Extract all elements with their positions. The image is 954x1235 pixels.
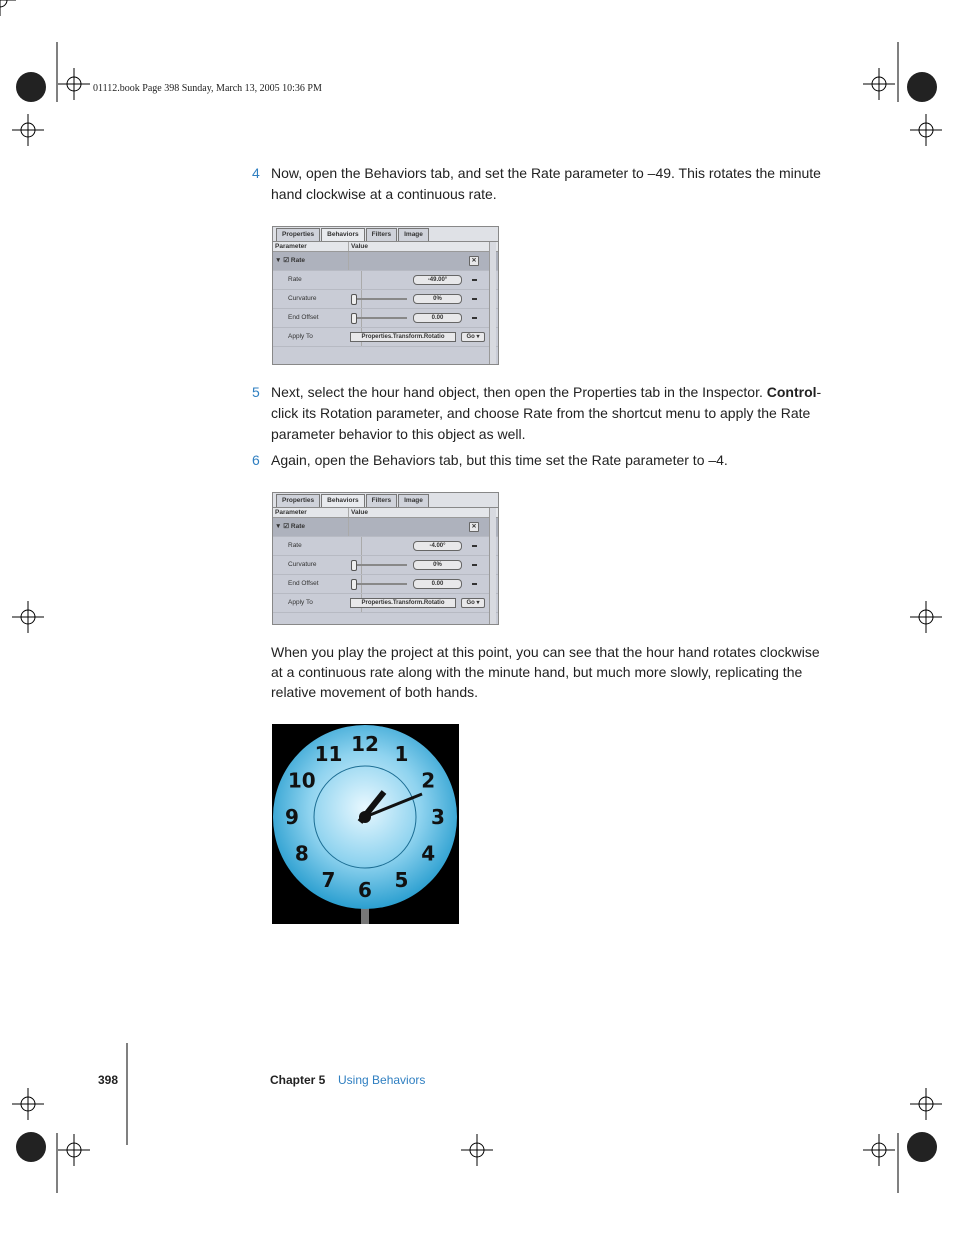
clock-number: 6 [358,878,372,902]
curvature-field[interactable]: 0% [413,294,462,304]
clock-number: 4 [421,841,436,866]
param-label: Rate [273,271,362,289]
param-row-apply-to [273,328,498,347]
clock-number: 2 [421,768,436,793]
end-offset-field[interactable]: 0.00 [413,579,462,589]
reset-button[interactable] [472,545,477,547]
group-label: Rate [290,257,305,264]
scrollbar[interactable] [489,242,496,364]
clock-number: 5 [394,868,409,893]
param-row-end-offset [273,309,498,328]
step-text: Now, open the Behaviors tab, and set the Rate parameter to –49. This rotates the minute hand clockwise at a continuous rate. [271,165,821,202]
end-offset-field[interactable]: 0.00 [413,313,462,323]
reset-button[interactable] [472,564,477,566]
column-value: Value [351,243,368,250]
slider-knob[interactable] [351,579,357,590]
inspector-panel-minute [272,226,499,365]
end-offset-slider[interactable] [351,583,407,585]
remove-behavior-icon[interactable]: ✕ [469,522,479,532]
go-popup-button[interactable]: Go ▾ [461,332,485,342]
behavior-group-row [273,518,498,537]
key-name: Control [766,384,817,400]
tab-filters[interactable]: Filters [366,494,398,507]
end-offset-slider[interactable] [351,317,407,319]
slider-knob[interactable] [351,560,357,571]
param-label: Rate [273,537,362,555]
chapter-title-link[interactable]: Using Behaviors [338,1073,426,1087]
reset-button[interactable] [472,583,477,585]
curvature-field[interactable]: 0% [413,560,462,570]
enable-checkbox[interactable]: ☑ [283,523,291,530]
clock-number: 11 [314,741,343,766]
tab-behaviors[interactable]: Behaviors [321,494,364,507]
clock-number: 8 [294,841,309,866]
clock-number: 12 [351,732,379,756]
tab-filters[interactable]: Filters [366,228,398,241]
column-parameter: Parameter [273,242,349,251]
rate-field[interactable]: -4.00° [413,541,462,551]
apply-to-field[interactable]: Properties.Transform.Rotatio [350,332,456,342]
param-label: Curvature [273,556,362,574]
param-row-rate [273,271,498,290]
param-label: Curvature [273,290,362,308]
param-label: Apply To [273,328,362,346]
go-popup-button[interactable]: Go ▾ [461,598,485,608]
param-label: Apply To [273,594,362,612]
step-text-cont: -click its Rotation parameter, and choose Rate from the shortcut menu to apply the Rate parameter behavior to this object as well. [271,384,822,442]
disclosure-triangle-icon[interactable]: ▼ [275,523,284,530]
step-number: 6 [252,452,260,468]
inspector-panel-hour [272,492,499,625]
param-row-curvature [273,556,498,575]
param-row-curvature [273,290,498,309]
clock-number: 10 [287,768,316,793]
clock-number: 1 [394,741,409,766]
enable-checkbox[interactable]: ☑ [283,257,291,264]
param-row-end-offset [273,575,498,594]
curvature-slider[interactable] [351,298,407,300]
apply-to-field[interactable]: Properties.Transform.Rotatio [350,598,456,608]
clock-number: 7 [321,868,336,893]
tab-image[interactable]: Image [398,228,429,241]
step-text: Again, open the Behaviors tab, but this time set the Rate parameter to –4. [271,452,728,468]
body-paragraph: When you play the project at this point, you can see that the hour hand rotates clockwise at a continuous rate along with the minute hand, but much more slowly, replicating the relative movement of both hands. [271,644,820,700]
page-number: 398 [98,1073,119,1087]
tab-behaviors[interactable]: Behaviors [321,228,364,241]
column-value: Value [351,509,368,516]
tab-image[interactable]: Image [398,494,429,507]
remove-behavior-icon[interactable]: ✕ [469,256,479,266]
reset-button[interactable] [472,298,477,300]
slider-knob[interactable] [351,313,357,324]
reset-button[interactable] [472,317,477,319]
clock-number: 9 [285,805,299,829]
clock-image [272,724,459,924]
rate-field[interactable]: -49.00° [413,275,462,285]
param-row-apply-to [273,594,498,613]
scrollbar[interactable] [489,508,496,624]
group-label: Rate [290,523,305,530]
tab-properties[interactable]: Properties [276,494,320,507]
inspector-tabs [273,227,498,242]
tab-properties[interactable]: Properties [276,228,320,241]
curvature-slider[interactable] [351,564,407,566]
chapter-label: Chapter 5 [270,1073,326,1087]
param-row-rate [273,537,498,556]
disclosure-triangle-icon[interactable]: ▼ [275,257,284,264]
clock-number: 3 [431,805,445,829]
inspector-tabs [273,493,498,508]
print-header: 01112.book Page 398 Sunday, March 13, 2005 10:36 PM [93,83,322,94]
column-parameter: Parameter [273,508,349,517]
param-label: End Offset [273,575,362,593]
step-number: 4 [252,165,260,181]
behavior-group-row [273,252,498,271]
reset-button[interactable] [472,279,477,281]
step-number: 5 [252,384,260,400]
slider-knob[interactable] [351,294,357,305]
step-text: Next, select the hour hand object, then open the Properties tab in the Inspector. [271,384,763,400]
param-label: End Offset [273,309,362,327]
